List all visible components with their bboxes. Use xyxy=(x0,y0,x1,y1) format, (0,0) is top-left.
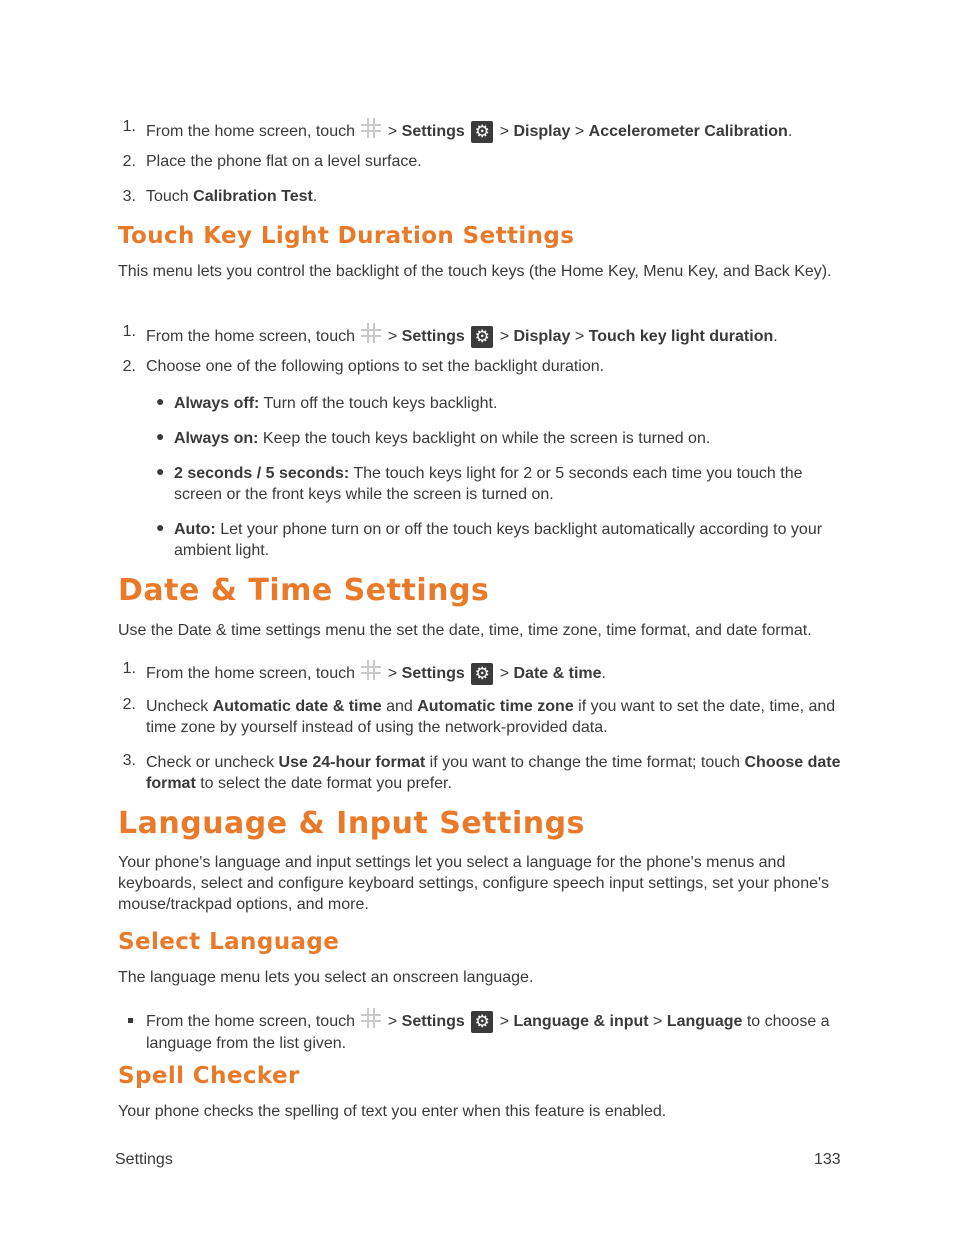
option-text: The touch keys light for 2 or 5 seconds each time you touch the screen or the front keys while the screen is turned on. xyxy=(174,465,803,503)
apps-grid-icon xyxy=(361,118,381,138)
language-input-label: Language & input xyxy=(513,1013,649,1030)
bullet-icon: ● xyxy=(156,519,165,535)
period: . xyxy=(312,188,318,205)
separator: > xyxy=(383,665,402,682)
separator: > xyxy=(383,1013,402,1030)
separator: > xyxy=(570,123,589,140)
calibration-test-label: Calibration Test xyxy=(193,188,313,205)
step-text: From the home screen, touch xyxy=(146,665,360,682)
step-text: Touch xyxy=(146,188,194,205)
step-text: Place the phone flat on a level surface. xyxy=(146,153,422,170)
step-text: to select the date format you prefer. xyxy=(195,775,452,792)
step-text: From the home screen, touch xyxy=(146,123,360,140)
touch-key-step-1 xyxy=(118,323,843,345)
use-24-hour-label: Use 24-hour format xyxy=(278,754,426,771)
step-number: 2. xyxy=(122,153,136,170)
touch-key-heading: Touch Key Light Duration Settings xyxy=(118,223,575,249)
period: . xyxy=(773,328,778,345)
settings-label: Settings xyxy=(401,328,465,345)
language-label: Language xyxy=(666,1013,743,1030)
period: . xyxy=(601,665,606,682)
accelerometer-label: Accelerometer Calibration xyxy=(588,123,788,140)
display-label: Display xyxy=(513,123,571,140)
step-number: 2. xyxy=(122,696,136,713)
footer-page-number: 133 xyxy=(814,1151,841,1168)
settings-gear-icon: ⚙ xyxy=(471,663,493,685)
date-time-step-1 xyxy=(118,660,843,682)
separator: > xyxy=(495,123,514,140)
option-label: Auto: xyxy=(174,521,216,538)
square-bullet-icon xyxy=(128,1018,133,1023)
bullet-icon: ● xyxy=(156,463,165,479)
step-text: Check or uncheck xyxy=(146,754,279,771)
settings-gear-icon: ⚙ xyxy=(471,326,493,348)
period: . xyxy=(787,123,793,140)
step-text: to choose a language from the list given. xyxy=(146,1013,830,1052)
option-text: Let your phone turn on or off the touch keys backlight automatically according to your ambient light. xyxy=(174,521,823,559)
spell-checker-heading: Spell Checker xyxy=(118,1063,300,1089)
apps-grid-icon xyxy=(361,1008,381,1028)
separator: > xyxy=(648,1013,667,1030)
select-language-intro: The language menu lets you select an onscreen language. xyxy=(118,969,534,986)
step-number: 1. xyxy=(122,660,136,677)
separator: > xyxy=(495,328,514,345)
choose-date-format-label: Choose date format xyxy=(146,754,841,792)
automatic-date-time-label: Automatic date & time xyxy=(212,698,382,715)
separator: > xyxy=(383,328,402,345)
date-time-label: Date & time xyxy=(513,665,602,682)
option-text: Keep the touch keys backlight on while the screen is turned on. xyxy=(258,430,711,447)
apps-grid-icon xyxy=(361,660,381,680)
option-label: Always off: xyxy=(174,395,260,412)
language-intro: Your phone's language and input settings let you select a language for the phone's menus and keyboards, select and configure keyboard settings, configure speech input settings, set your phone's mouse/trackpad options, and more. xyxy=(118,854,830,913)
step-text: Uncheck xyxy=(146,698,213,715)
step-text: if you want to set the date, time, and time zone by yourself instead of using the network-provided data. xyxy=(146,698,836,736)
display-label: Display xyxy=(513,328,571,345)
step-number: 3. xyxy=(122,752,136,769)
step-number: 2. xyxy=(122,358,136,375)
settings-label: Settings xyxy=(401,665,465,682)
separator: > xyxy=(570,328,589,345)
touch-key-light-duration-label: Touch key light duration xyxy=(588,328,774,345)
step-text: if you want to change the time format; touch xyxy=(425,754,745,771)
step-text: Choose one of the following options to set the backlight duration. xyxy=(146,358,605,375)
step-number: 1. xyxy=(122,118,136,135)
step-1 xyxy=(118,118,843,140)
touch-key-intro: This menu lets you control the backlight of the touch keys (the Home Key, Menu Key, and Back Key). xyxy=(118,263,832,280)
language-heading: Language & Input Settings xyxy=(118,806,585,841)
step-number: 1. xyxy=(122,323,136,340)
option-label: 2 seconds / 5 seconds: xyxy=(174,465,350,482)
option-label: Always on: xyxy=(174,430,259,447)
automatic-time-zone-label: Automatic time zone xyxy=(417,698,574,715)
step-number: 3. xyxy=(122,188,136,205)
step-text: From the home screen, touch xyxy=(146,1013,360,1030)
date-time-intro: Use the Date & time settings menu the set the date, time, time zone, time format, and date format. xyxy=(118,622,812,639)
bullet-icon: ● xyxy=(156,393,165,409)
settings-label: Settings xyxy=(401,1013,465,1030)
step-text: From the home screen, touch xyxy=(146,328,360,345)
step-text: and xyxy=(381,698,418,715)
separator: > xyxy=(495,665,514,682)
footer-section: Settings xyxy=(115,1151,173,1168)
date-time-heading: Date & Time Settings xyxy=(118,573,490,608)
settings-gear-icon: ⚙ xyxy=(471,1011,493,1033)
apps-grid-icon xyxy=(361,323,381,343)
settings-gear-icon: ⚙ xyxy=(471,121,493,143)
spell-checker-intro: Your phone checks the spelling of text you enter when this feature is enabled. xyxy=(118,1103,667,1120)
separator: > xyxy=(383,123,402,140)
bullet-icon: ● xyxy=(156,428,165,444)
option-text: Turn off the touch keys backlight. xyxy=(259,395,498,412)
separator: > xyxy=(495,1013,514,1030)
settings-label: Settings xyxy=(401,123,465,140)
select-language-heading: Select Language xyxy=(118,929,340,955)
